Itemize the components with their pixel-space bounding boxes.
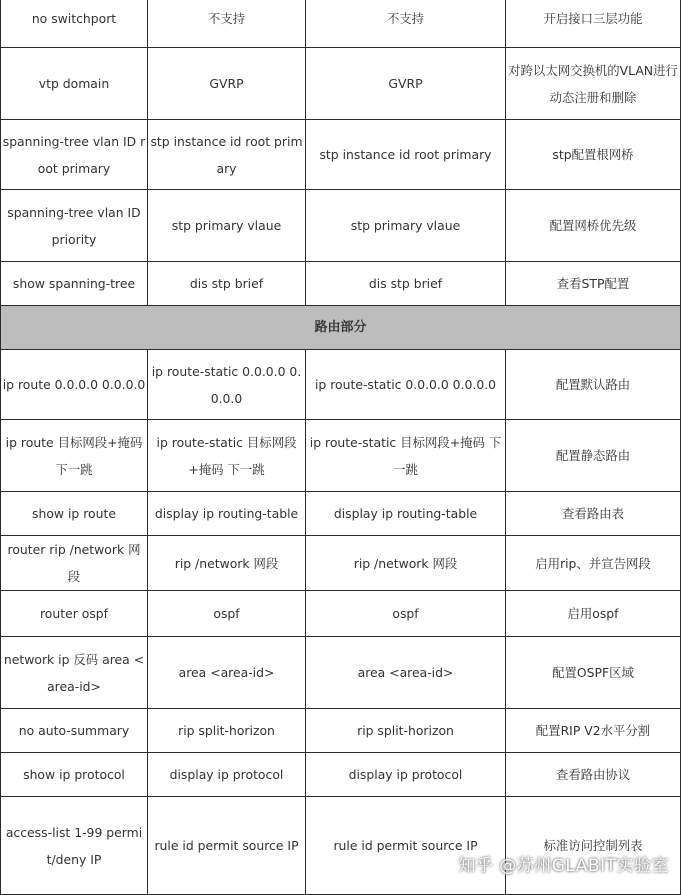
table-row — [1, 120, 681, 190]
cisco-command-cell: show ip route — [1, 492, 148, 536]
h3c-command-cell: ospf — [306, 591, 506, 637]
table-row — [1, 797, 681, 895]
h3c-command-cell: ip route-static 目标网段+掩码 下一跳 — [306, 420, 506, 492]
table-row — [1, 591, 681, 637]
huawei-command-cell: ip route-static 0.0.0.0 0.0.0.0 — [148, 350, 306, 420]
cisco-command-cell: spanning-tree vlan ID root primary — [1, 120, 148, 190]
table-body — [1, 0, 681, 895]
description-cell: 启用ospf — [506, 591, 681, 637]
table-row — [1, 536, 681, 591]
description-cell: 启用rip、并宣告网段 — [506, 536, 681, 591]
huawei-command-cell: GVRP — [148, 48, 306, 120]
h3c-command-cell: ip route-static 0.0.0.0 0.0.0.0 — [306, 350, 506, 420]
description-cell: 对跨以太网交换机的VLAN进行动态注册和删除 — [506, 48, 681, 120]
cisco-command-cell: network ip 反码 area <area-id> — [1, 637, 148, 709]
table-row — [1, 190, 681, 262]
h3c-command-cell: rip split-horizon — [306, 709, 506, 753]
table-row — [1, 492, 681, 536]
cisco-command-cell: router ospf — [1, 591, 148, 637]
section-header-row — [1, 306, 681, 350]
h3c-command-cell: stp primary vlaue — [306, 190, 506, 262]
watermark-text: 知乎 @苏州GLABIT实验室 — [458, 856, 669, 876]
huawei-command-cell: rip /network 网段 — [148, 536, 306, 591]
table-row — [1, 350, 681, 420]
cisco-command-cell: ip route 目标网段+掩码 下一跳 — [1, 420, 148, 492]
h3c-command-cell: rule id permit source IP — [306, 797, 506, 895]
huawei-command-cell: display ip protocol — [148, 753, 306, 797]
huawei-command-cell: ip route-static 目标网段+掩码 下一跳 — [148, 420, 306, 492]
huawei-command-cell: rip split-horizon — [148, 709, 306, 753]
h3c-command-cell: area <area-id> — [306, 637, 506, 709]
huawei-command-cell: ospf — [148, 591, 306, 637]
cisco-command-cell: access-list 1-99 permit/deny IP — [1, 797, 148, 895]
table-row — [1, 420, 681, 492]
table-row — [1, 753, 681, 797]
description-cell: 配置网桥优先级 — [506, 190, 681, 262]
huawei-command-cell: display ip routing-table — [148, 492, 306, 536]
h3c-command-cell: display ip routing-table — [306, 492, 506, 536]
cisco-command-cell: spanning-tree vlan ID priority — [1, 190, 148, 262]
h3c-command-cell: GVRP — [306, 48, 506, 120]
h3c-command-cell: rip /network 网段 — [306, 536, 506, 591]
description-cell: 标准访问控制列表 — [506, 797, 681, 895]
huawei-command-cell: area <area-id> — [148, 637, 306, 709]
cisco-command-cell: vtp domain — [1, 48, 148, 120]
table-row — [1, 0, 681, 48]
cisco-command-cell: no auto-summary — [1, 709, 148, 753]
description-cell: 配置静态路由 — [506, 420, 681, 492]
description-cell: 查看路由表 — [506, 492, 681, 536]
table-row — [1, 48, 681, 120]
description-cell: 配置默认路由 — [506, 350, 681, 420]
table-row — [1, 637, 681, 709]
huawei-command-cell: stp instance id root primary — [148, 120, 306, 190]
h3c-command-cell: display ip protocol — [306, 753, 506, 797]
description-cell: stp配置根网桥 — [506, 120, 681, 190]
description-cell: 配置RIP V2水平分割 — [506, 709, 681, 753]
huawei-command-cell: stp primary vlaue — [148, 190, 306, 262]
section-title: 路由部分 — [1, 306, 681, 350]
huawei-command-cell: 不支持 — [148, 0, 306, 48]
description-cell: 开启接口三层功能 — [506, 0, 681, 48]
cisco-command-cell: show spanning-tree — [1, 262, 148, 306]
h3c-command-cell: dis stp brief — [306, 262, 506, 306]
cisco-command-cell: no switchport — [1, 0, 148, 48]
cisco-command-cell: ip route 0.0.0.0 0.0.0.0 — [1, 350, 148, 420]
huawei-command-cell: rule id permit source IP — [148, 797, 306, 895]
huawei-command-cell: dis stp brief — [148, 262, 306, 306]
description-cell: 配置OSPF区域 — [506, 637, 681, 709]
table-row — [1, 262, 681, 306]
h3c-command-cell: 不支持 — [306, 0, 506, 48]
table-row — [1, 709, 681, 753]
cisco-command-cell: show ip protocol — [1, 753, 148, 797]
cisco-command-cell: router rip /network 网段 — [1, 536, 148, 591]
h3c-command-cell: stp instance id root primary — [306, 120, 506, 190]
description-cell: 查看路由协议 — [506, 753, 681, 797]
description-cell: 查看STP配置 — [506, 262, 681, 306]
